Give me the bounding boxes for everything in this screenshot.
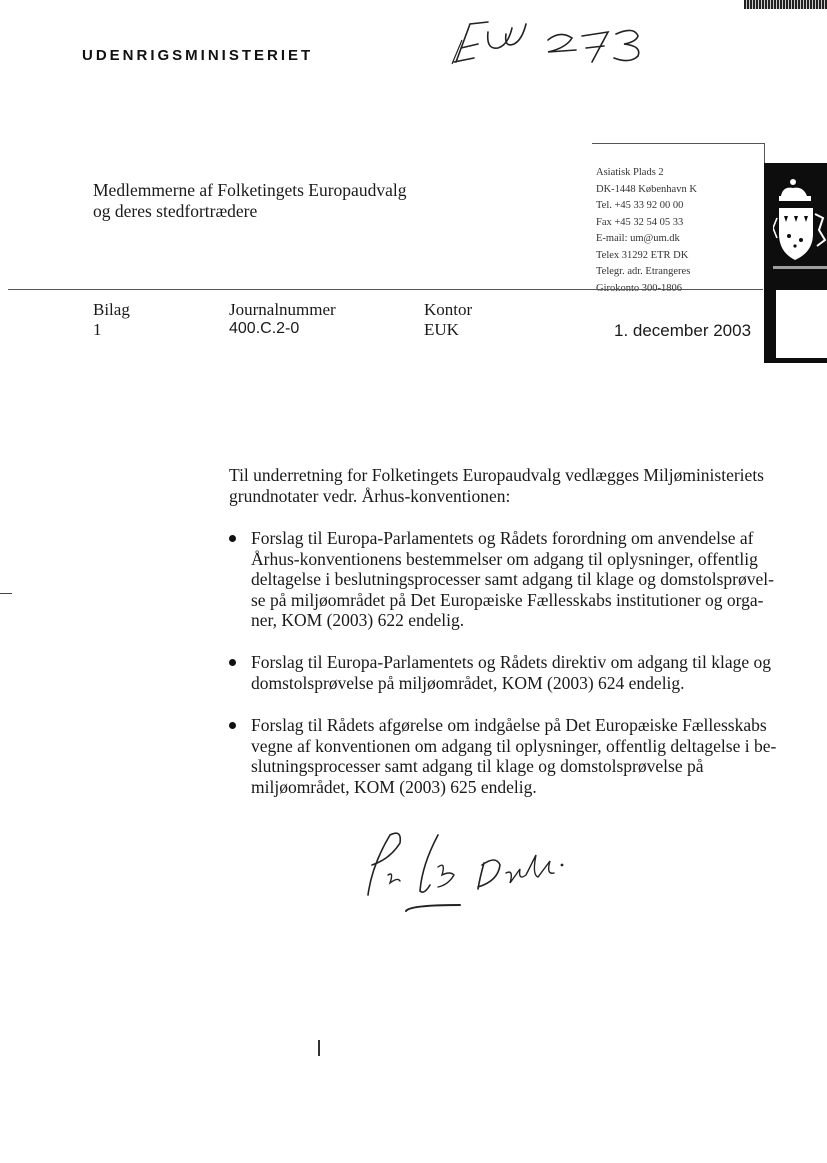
intro-line: Til underretning for Folketingets Europaudvalg vedlægges Miljøministeriets <box>229 465 764 485</box>
bullet-line: vegne af konventionen om adgang til oplysninger, offentlig deltagelse i be- <box>251 735 777 756</box>
bullet-dot-icon <box>229 659 236 666</box>
kontor-value: EUK <box>424 320 459 339</box>
address-block <box>596 165 697 297</box>
journal-label: Journalnummer <box>229 300 336 319</box>
address-street: Asiatisk Plads 2 <box>596 167 664 178</box>
address-city: DK-1448 København K <box>596 183 697 195</box>
recipient-line: Medlemmerne af Folketingets Europaudvalg <box>93 180 407 200</box>
address-telegram: Telegr. adr. Etrangeres <box>596 266 691 277</box>
bullet-line: Forslag til Europa-Parlamentets og Rådets forordning om anvendelse af <box>251 528 754 548</box>
scan-edge-mark <box>744 0 827 9</box>
bullet-line: Århus-konventionens bestemmelser om adgang til oplysninger, offentlig <box>251 548 758 569</box>
intro-paragraph <box>229 465 789 507</box>
kontor-label: Kontor <box>424 300 473 319</box>
royal-crown-icon <box>773 174 827 280</box>
bullet-line: se på miljøområdet på Det Europæiske Fællesskabs institutioner og orga- <box>251 589 764 610</box>
address-fax: Fax +45 32 54 05 33 <box>596 216 684 228</box>
handwritten-signature <box>350 825 580 920</box>
crest-bar-gap <box>776 290 827 358</box>
handwritten-reference <box>448 10 658 70</box>
journal-value: 400.C.2-0 <box>229 320 300 337</box>
bullet-dot-icon <box>229 535 236 542</box>
address-email: E-mail: um@um.dk <box>596 233 680 244</box>
recipient-line: og deres stedfortrædere <box>93 201 258 221</box>
bullet-line: slutningsprocesser samt adgang til klage og domstolsprøvelse på <box>251 756 704 776</box>
address-telex: Telex 31292 ETR DK <box>596 249 689 261</box>
bullet-line: domstolsprøvelse på miljøområdet, KOM (2003) 624 endelig. <box>251 672 685 693</box>
address-phone: Tel. +45 33 92 00 00 <box>596 200 684 211</box>
ministry-letterhead: UDENRIGSMINISTERIET <box>82 47 314 64</box>
bilag-label: Bilag <box>93 300 130 319</box>
bullet-line: deltagelse i beslutningsprocesser samt adgang til klage og domstolsprøvel- <box>251 569 774 589</box>
bullet-dot-icon <box>229 722 236 729</box>
address-giro: Girokonto 300-1806 <box>596 282 683 294</box>
bilag-value: 1 <box>93 320 102 339</box>
recipient-block <box>93 180 406 222</box>
bullet-line: Forslag til Europa-Parlamentets og Rådets direktiv om adgang til klage og <box>251 652 772 672</box>
intro-line: grundnotater vedr. Århus-konventionen: <box>229 486 511 506</box>
letter-date: 1. december 2003 <box>614 321 752 340</box>
header-rule <box>8 289 763 290</box>
bullet-line: miljøområdet, KOM (2003) 625 endelig. <box>251 776 537 797</box>
bullet-line: Forslag til Rådets afgørelse om indgåelse på Det Europæiske Fællesskabs <box>251 715 767 735</box>
scan-speck <box>318 1040 320 1056</box>
margin-mark <box>0 593 12 594</box>
bullet-line: ner, KOM (2003) 622 endelig. <box>251 610 465 630</box>
